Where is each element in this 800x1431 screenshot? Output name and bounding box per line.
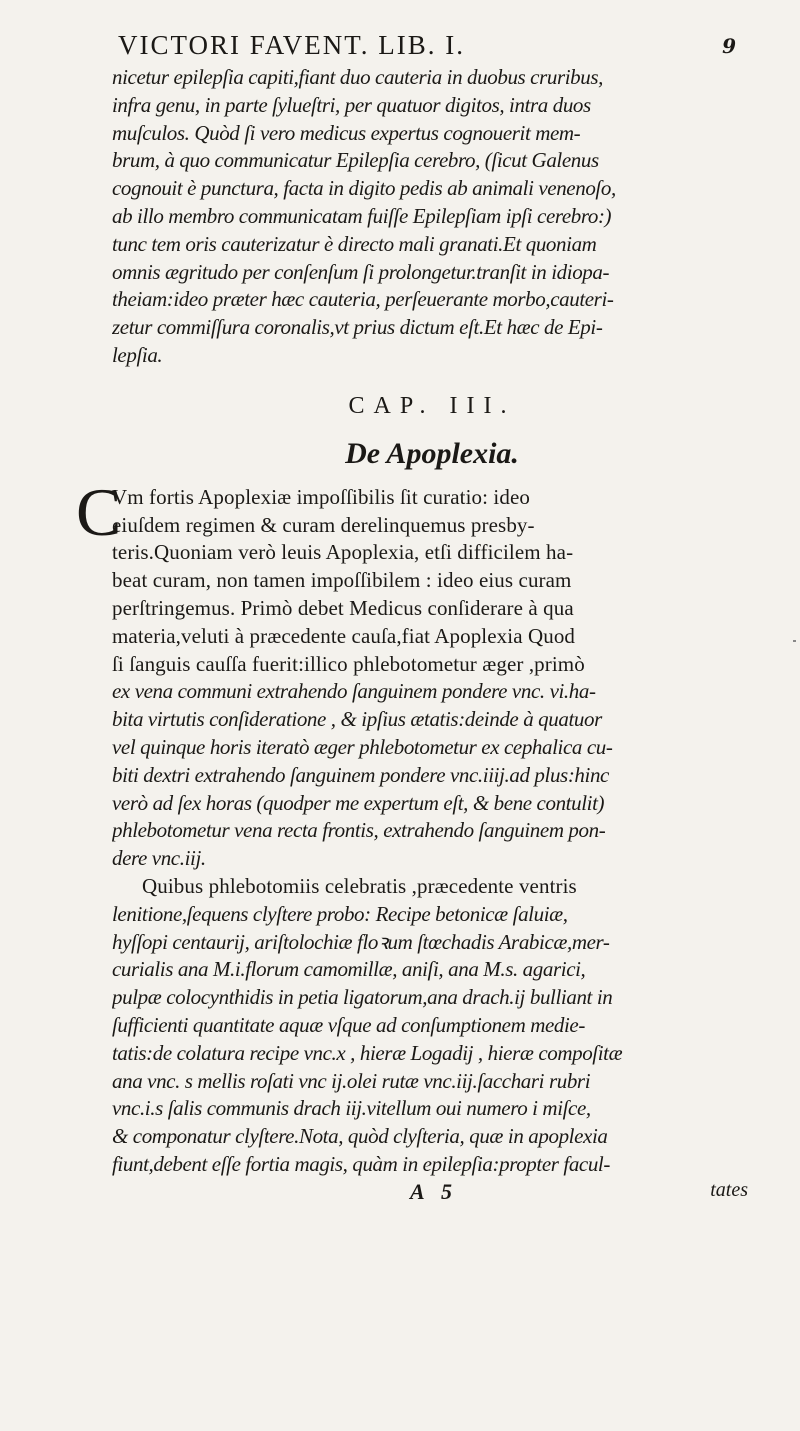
text-line: phlebotometur vena recta frontis, extrahendo ſanguinem pon- — [112, 818, 606, 843]
text-line: zetur commiſſura coronalis,vt prius dictum eſt.Et hæc de Epi- — [112, 315, 603, 340]
text-line: perſtringemus. Primò debet Medicus conſiderare à qua — [112, 595, 574, 620]
text-line: cognouit è punctura, facta in digito pedis ab animali venenoſo, — [112, 176, 616, 201]
text-line: pulpæ colocynthidis in petia ligatorum,ana drach.ij bulliant in — [112, 985, 613, 1010]
text-line: ana vnc. s mellis roſati vnc ij.olei rutæ vnc.iij.ſacchari rubri — [112, 1068, 591, 1093]
text-line: vel quinque horis iteratò æger phlebotometur ex cephalica cu- — [112, 734, 613, 759]
text-block — [76, 26, 752, 1207]
text-line: materia,veluti à præcedente cauſa,fiat Apoplexia Quod — [112, 623, 576, 648]
catchword: tates — [710, 1178, 748, 1201]
text-line: lepſia. — [112, 342, 163, 367]
chapter-title: De Apoplexia. — [345, 436, 519, 470]
text-line: Quibus phlebotomiis celebratis ,præcedente ventris — [142, 873, 577, 898]
margin-mark — [793, 640, 796, 642]
text-line: teris.Quoniam verò leuis Apoplexia, etſi difficilem ha- — [112, 540, 574, 565]
text-line: infra genu, in parte ſylueſtri, per quatuor digitos, intra duos — [112, 92, 591, 117]
text-line: brum, à quo communicatur Epilepſia cerebro, (ſicut Galenus — [112, 148, 599, 173]
text-line: hyſſopi centaurij, ariſtolochiæ floꝛum ſtœchadis Arabicæ,mer- — [112, 929, 610, 954]
text-line: biti dextri extrahendo ſanguinem pondere vnc.iiij.ad plus:hinc — [112, 762, 609, 787]
running-head — [112, 26, 752, 64]
text-line: omnis ægritudo per conſenſum ſi prolongetur.tranſit in idiopa- — [112, 259, 610, 284]
text-line: beat curam, non tamen impoſſibilem : ideo eius curam — [112, 568, 572, 593]
text-line: ex vena communi extrahendo ſanguinem pondere vnc. vi.ha- — [112, 679, 596, 704]
text-line: ſufficienti quantitate aquæ vſque ad conſumptionem medie- — [112, 1012, 585, 1037]
chapter-number: CAP. III. — [348, 392, 516, 419]
first-paragraph — [76, 473, 752, 873]
text-line: curialis ana M.i.florum camomillæ, aniſi, ana M.s. agarici, — [112, 957, 586, 982]
text-line: tatis:de colatura recipe vnc.x , hieræ Logadij , hieræ compoſitæ — [112, 1040, 623, 1065]
page-number: 9 — [722, 34, 736, 58]
signature-mark: A 5 — [410, 1178, 458, 1204]
text-line: & componatur clyſtere.Nota, quòd clyſteria, quæ in apoplexia — [112, 1124, 608, 1149]
text-line: ſi ſanguis cauſſa fuerit:illico phlebotometur æger ,primò — [112, 651, 585, 676]
second-paragraph — [112, 873, 752, 1179]
text-line: ab illo membro communicatam fuiſſe Epilepſiam ipſi cerebro:) — [112, 203, 612, 228]
text-line: lenitione,ſequens clyſtere probo: Recipe betonicæ ſaluiæ, — [112, 901, 568, 926]
page-footer — [112, 1179, 752, 1207]
text-line: theiam:ideo præter hæc cauteria, perſeuerante morbo,cauteri- — [112, 287, 614, 312]
text-line: nicetur epilepſia capiti,fiant duo cauteria in duobus cruribus, — [112, 65, 604, 89]
text-line: bita virtutis conſideratione , & ipſius ætatis:deinde à quatuor — [112, 707, 602, 732]
epilepsy-paragraph — [112, 64, 752, 370]
text-line: muſculos. Quòd ſi vero medicus expertus cognouerit mem- — [112, 120, 581, 145]
text-line: tunc tem oris cauterizatur è directo mali granati.Et quoniam — [112, 231, 597, 256]
running-title: VICTORI FAVENT. LIB. I. — [118, 30, 465, 60]
text-line: dere vnc.iij. — [112, 846, 206, 871]
text-line: Vm fortis Apoplexiæ impoſſibilis ſit curatio: ideo — [112, 484, 530, 509]
text-line: eiuſdem regimen & curam derelinquemus presby- — [112, 512, 535, 537]
text-line: vnc.i.s ſalis communis drach iij.vitellum oui numero i miſce, — [112, 1096, 591, 1121]
text-line: fiunt,debent eſſe fortia magis, quàm in epilepſia:propter facul- — [112, 1151, 610, 1176]
drop-capital: C — [76, 473, 122, 550]
text-line: verò ad ſex horas (quodper me expertum eſt, & bene contulit) — [112, 790, 605, 815]
